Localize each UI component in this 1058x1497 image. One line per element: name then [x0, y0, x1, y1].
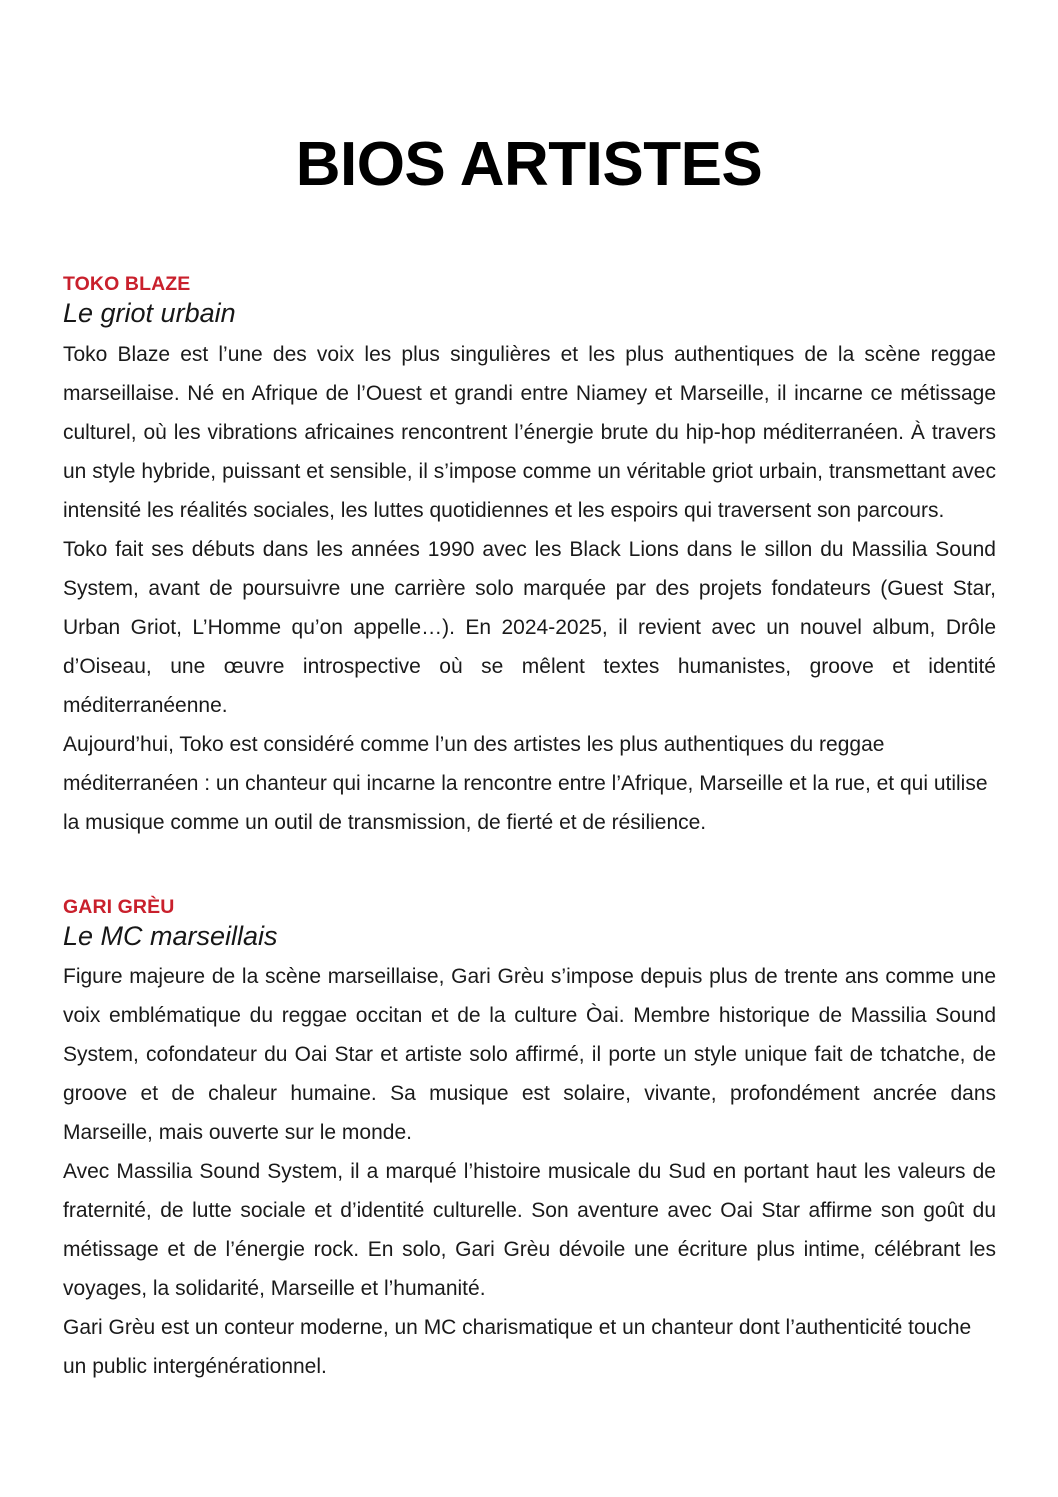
artist-name-heading: TOKO BLAZE [63, 273, 191, 295]
bio-paragraph: Aujourd’hui, Toko est considéré comme l’un des artistes les plus authentiques du reggae méditerranéen : un chanteur qui incarne la rencontre entre l’Afrique, Marseille et la rue, et qui utilise la musique comme un outil de transmission, de fierté et de résilience. [63, 732, 988, 834]
page-title: BIOS ARTISTES [295, 130, 763, 199]
bio-paragraph: Gari Grèu est un conteur moderne, un MC charismatique et un chanteur dont l’authenticité touche un public intergénérationnel. [63, 1316, 972, 1379]
artist-tagline: Le griot urbain [63, 297, 236, 328]
bio-paragraph: Toko fait ses débuts dans les années 1990 avec les Black Lions dans le sillon du Massilia Sound System, avant de poursuivre une carrière solo marquée par des projets fondateurs (Guest Star, Urban Griot, L’Homme qu’on appelle…). En 2024-2025, il revient avec un nouvel album, Drôle d’Oiseau, une œuvre introspective où se mêlent textes humanistes, groove et identité méditerranéenne. [63, 537, 996, 717]
bio-paragraph: Toko Blaze est l’une des voix les plus singulières et les plus authentiques de la scène reggae marseillaise. Né en Afrique de l’Ouest et grandi entre Niamey et Marseille, il incarne ce métissage culturel, où les vibrations africaines rencontrent l’énergie brute du hip-hop méditerranéen. À travers un style hybride, puissant et sensible, il s’impose comme un véritable griot urbain, transmettant avec intensité les réalités sociales, les luttes quotidiennes et les espoirs qui traversent son parcours. [63, 342, 996, 522]
bio-paragraph: Avec Massilia Sound System, il a marqué l’histoire musicale du Sud en portant haut les valeurs de fraternité, de lutte sociale et d’identité culturelle. Son aventure avec Oai Star affirme son goût du métissage et de l’énergie rock. En solo, Gari Grèu dévoile une écriture plus intime, célébrant les voyages, la solidarité, Marseille et l’humanité. [63, 1160, 996, 1301]
artist-name-heading: GARI GRÈU [63, 895, 175, 918]
artist-tagline: Le MC marseillais [63, 920, 278, 951]
bio-paragraph: Figure majeure de la scène marseillaise, Gari Grèu s’impose depuis plus de trente ans comme une voix emblématique du reggae occitan et de la culture Òai. Membre historique de Massilia Sound System, cofondateur du Oai Star et artiste solo affirmé, il porte un style unique fait de tchatche, de groove et de chaleur humaine. Sa musique est solaire, vivante, profondément ancrée dans Marseille, mais ouverte sur le monde. [63, 965, 996, 1145]
bios-content [63, 274, 996, 1386]
bio-section-toko-blaze [63, 274, 996, 842]
bio-section-gari-greu [63, 897, 996, 1387]
